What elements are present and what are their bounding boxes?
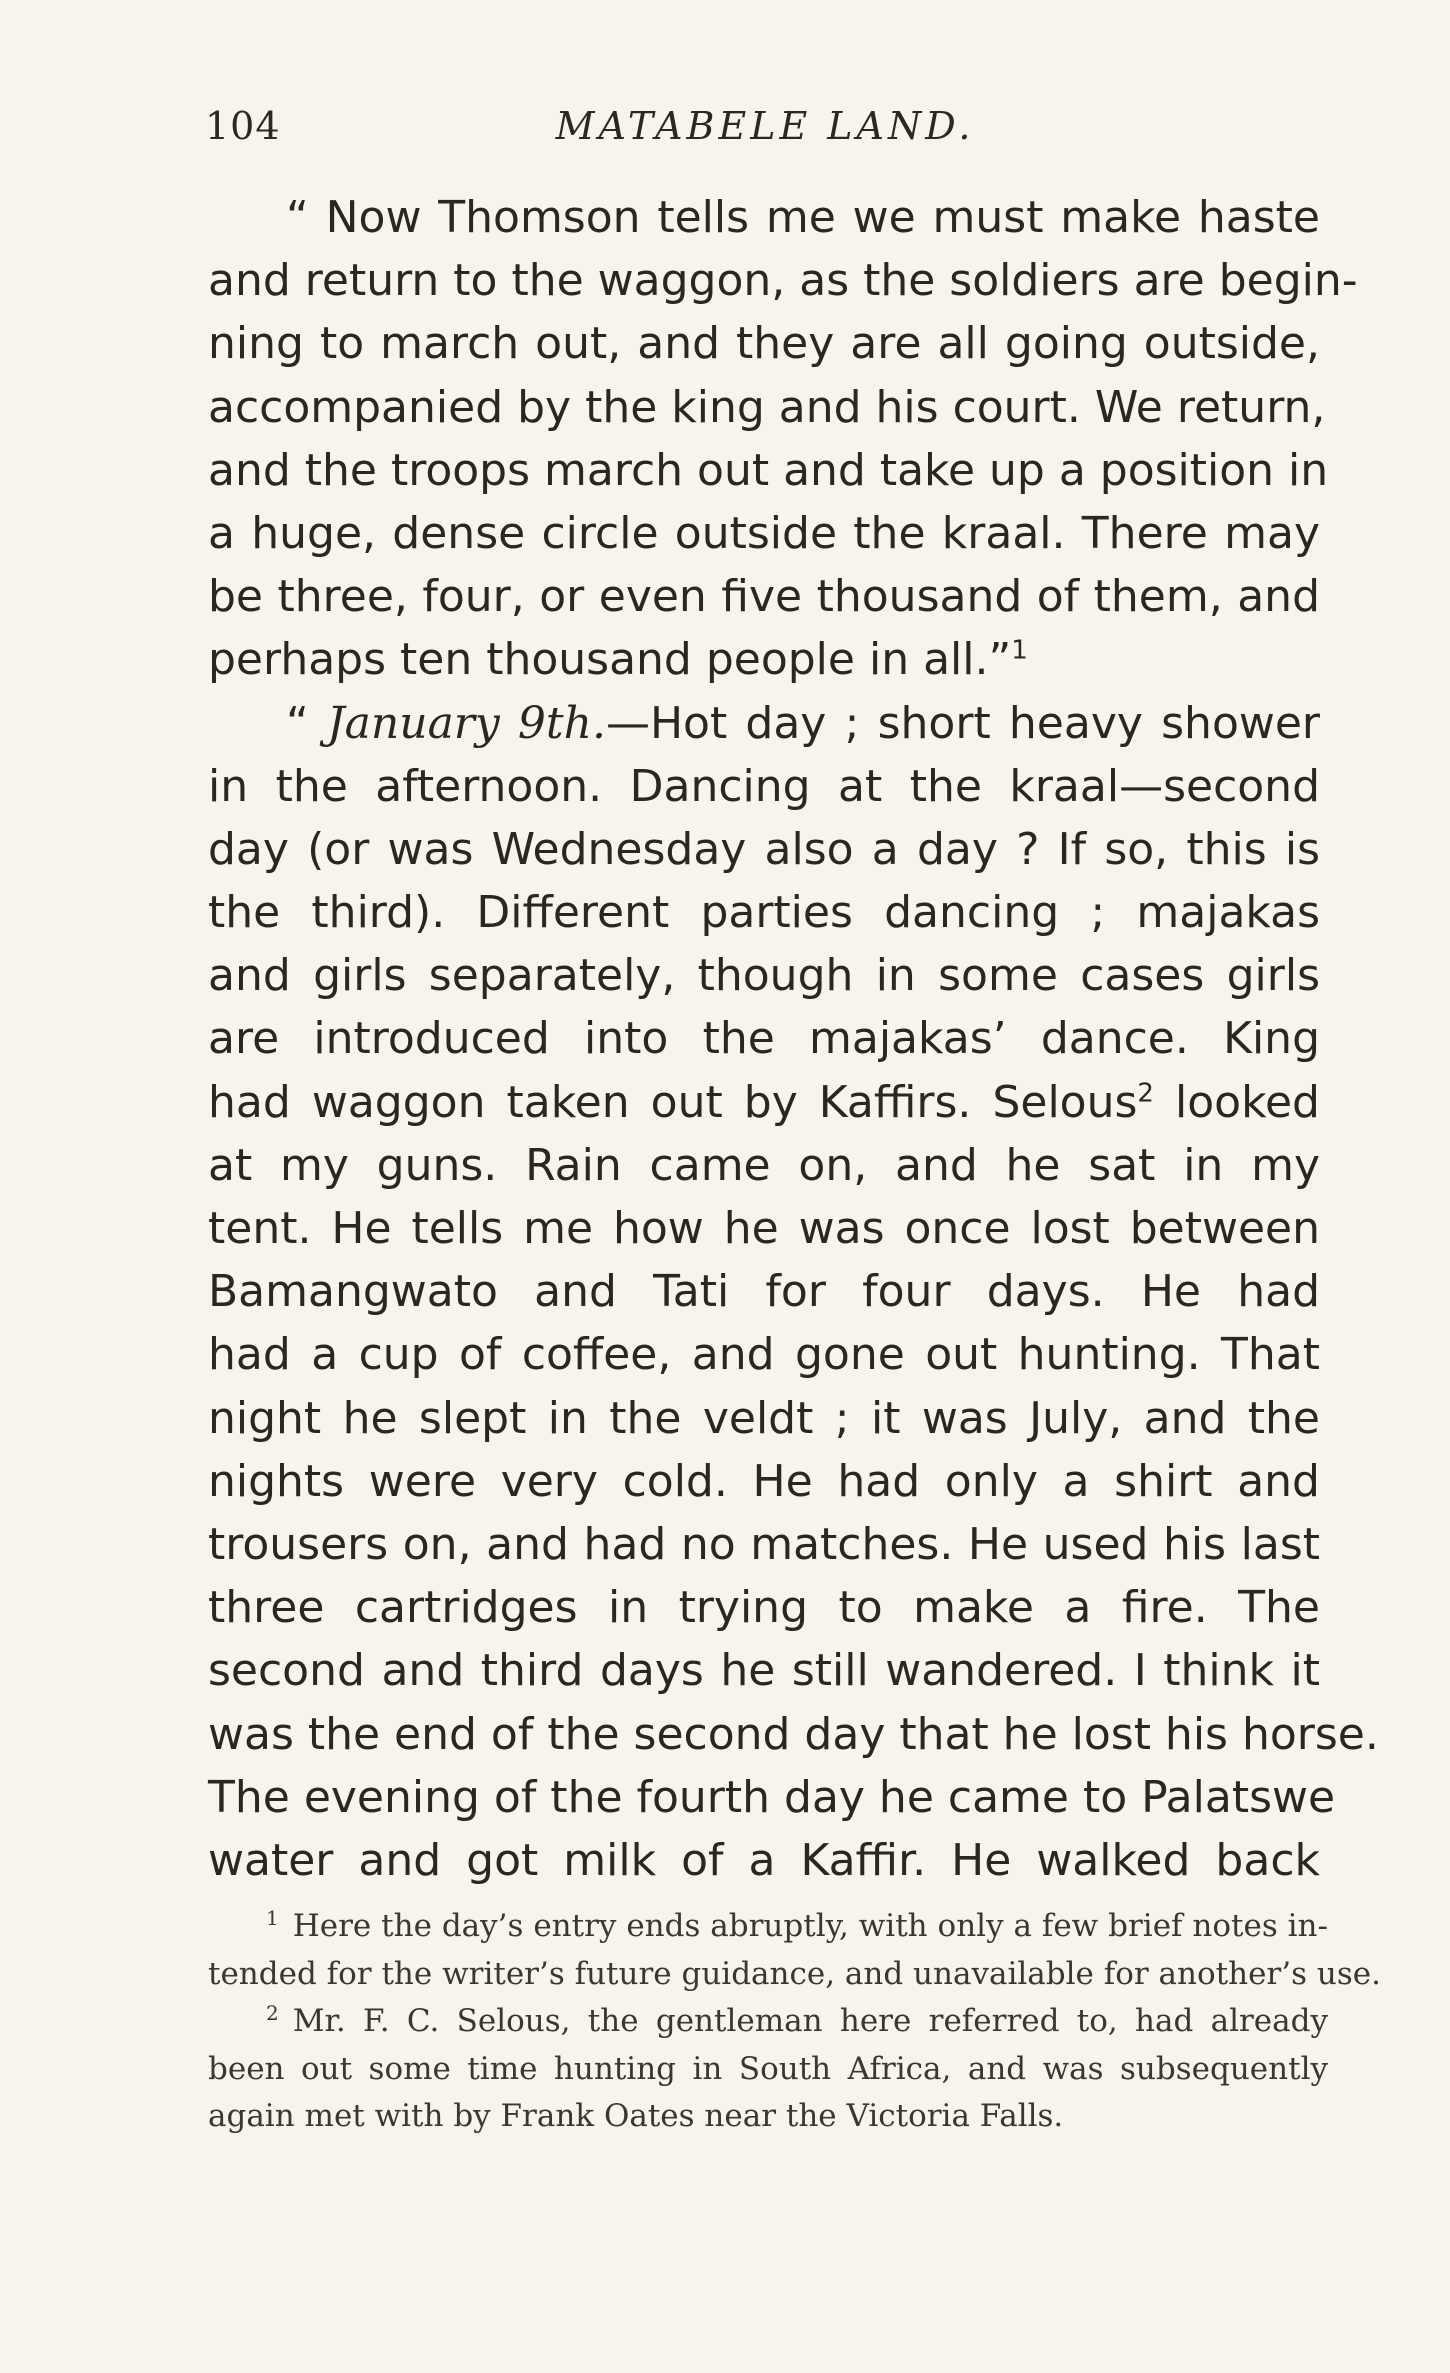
text-fragment: looked: [1153, 1076, 1320, 1128]
running-head: [205, 104, 1325, 164]
text-line: in the afternoon. Dancing at the kraal—second: [208, 760, 1320, 812]
text-line: [208, 1071, 1320, 1134]
footnote-2-continued: been out some time hunting in South Africa, and was subsequently: [208, 2050, 1328, 2087]
footnote-mark: 2: [266, 2000, 279, 2025]
text-line: day (or was Wednesday also a day ? If so, this is: [208, 823, 1320, 875]
text-line: accompanied by the king and his court. We return,: [208, 381, 1326, 433]
footnote-1-continued: tended for the writer’s future guidance, and unavailable for another’s use.: [208, 1955, 1381, 1992]
footnote-text: Here the day’s entry ends abruptly, with only a few brief notes in-: [292, 1908, 1328, 1944]
footnote-2: [208, 1998, 1328, 2046]
footnote-mark: 1: [266, 1905, 279, 1930]
text-fragment: perhaps ten thousand people in all.”: [208, 634, 1012, 686]
text-line: water and got milk of a Kaffir. He walked back: [208, 1834, 1320, 1886]
date-heading: January 9th.: [327, 697, 606, 749]
page-number: 104: [205, 104, 281, 148]
running-title: MATABELE LAND.: [555, 104, 975, 148]
text-line: the third). Different parties dancing ; majakas: [208, 887, 1320, 939]
text-line: a huge, dense circle outside the kraal. There may: [208, 507, 1320, 559]
text-fragment: —Hot day ; short heavy shower: [605, 697, 1321, 749]
text-line: “ Now Thomson tells me we must make haste: [286, 192, 1320, 243]
text-line: tent. He tells me how he was once lost between: [208, 1203, 1320, 1254]
text-line: [208, 692, 1320, 755]
footnote-1: [208, 1903, 1328, 1951]
text-line: be three, four, or even five thousand of them, and: [208, 571, 1320, 623]
text-line: and girls separately, though in some cases girls: [208, 950, 1320, 1002]
text-fragment: had waggon taken out by Kaffirs. Selous: [208, 1076, 1138, 1128]
text-line: night he slept in the veldt ; it was July, and the: [208, 1392, 1320, 1444]
text-line: ning to march out, and they are all going outside,: [208, 318, 1320, 370]
text-line: The evening of the fourth day he came to Palatswe: [208, 1771, 1336, 1823]
text-line: trousers on, and had no matches. He used his last: [208, 1518, 1320, 1570]
text-line: second and third days he still wandered. I think it: [208, 1645, 1320, 1697]
footnote-ref-2: 2: [1137, 1077, 1154, 1108]
text-line: Bamangwato and Tati for four days. He had: [208, 1266, 1320, 1318]
text-line: nights were very cold. He had only a shirt and: [208, 1455, 1320, 1507]
text-line: are introduced into the majakas’ dance. King: [208, 1013, 1320, 1065]
footnotes: [208, 1903, 1381, 2141]
text-line: had a cup of coffee, and gone out hunting. That: [208, 1329, 1320, 1381]
text-line: and return to the waggon, as the soldiers are begin-: [208, 255, 1358, 307]
text-line: [208, 628, 1320, 691]
text-line: at my guns. Rain came on, and he sat in my: [208, 1139, 1320, 1191]
footnote-2-continued: again met with by Frank Oates near the Victoria Falls.: [208, 2098, 1064, 2134]
text-line: three cartridges in trying to make a fire. The: [208, 1582, 1320, 1634]
text-fragment: “: [286, 697, 328, 749]
text-line: was the end of the second day that he lost his horse.: [208, 1708, 1379, 1760]
footnote-ref-1: 1: [1011, 635, 1028, 666]
text-line: and the troops march out and take up a position in: [208, 444, 1329, 496]
body-text: [208, 186, 1379, 1892]
footnote-text: Mr. F. C. Selous, the gentleman here referred to, had already: [292, 2003, 1328, 2039]
